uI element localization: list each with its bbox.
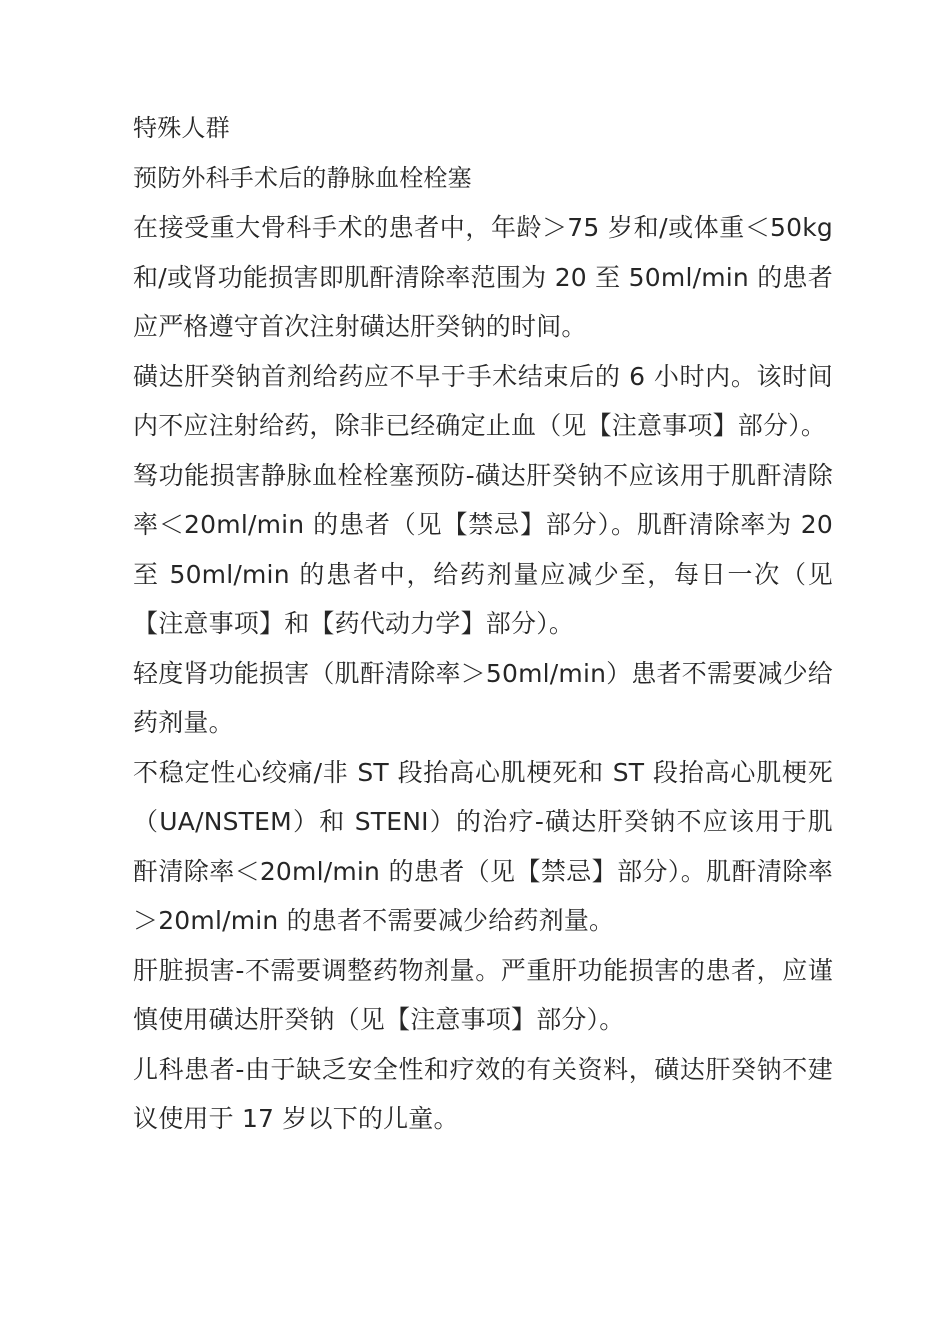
paragraph-first-dose-timing: 磺达肝癸钠首剂给药应不早于手术结束后的 6 小时内。该时间内不应注射给药，除非已经确定止血（见【注意事项】部分）。: [133, 361, 833, 440]
paragraph-renal-impairment-vte: 驽功能损害静脉血栓栓塞预防-磺达肝癸钠不应该用于肌酐清除率＜20ml/min 的患者（见【禁忌】部分）。肌酐清除率为 20 至 50ml/min 的患者中，给药剂量应减少至，每日一次（见【注意事项】和【药代动力学】部分）。: [133, 460, 833, 638]
paragraph-elderly-renal: 在接受重大骨科手术的患者中，年龄＞75 岁和/或体重＜50kg 和/或肾功能损害即肌酐清除率范围为 20 至 50ml/min 的患者应严格遵守首次注射磺达肝癸钠的时间。: [133, 213, 833, 341]
document-page: [133, 104, 833, 1144]
section-title: 特殊人群: [133, 114, 230, 142]
paragraph-hepatic: 肝脏损害-不需要调整药物剂量。严重肝功能损害的患者，应谨慎使用磺达肝癸钠（见【注意事项】部分）。: [133, 955, 833, 1034]
paragraph-ua-nstemi-stemi: 不稳定性心绞痛/非 ST 段抬高心肌梗死和 ST 段抬高心肌梗死（UA/NSTEM）和 STENI）的治疗-磺达肝癸钠不应该用于肌酐清除率＜20ml/min 的患者（见【禁忌】部分）。肌酐清除率＞20ml/min 的患者不需要减少给药剂量。: [133, 757, 833, 935]
paragraph-mild-renal: 轻度肾功能损害（肌酐清除率＞50ml/min）患者不需要减少给药剂量。: [133, 658, 833, 737]
paragraph-pediatric: 儿科患者-由于缺乏安全性和疗效的有关资料，磺达肝癸钠不建议使用于 17 岁以下的儿童。: [133, 1054, 833, 1133]
subsection-title: 预防外科手术后的静脉血栓栓塞: [133, 163, 472, 192]
